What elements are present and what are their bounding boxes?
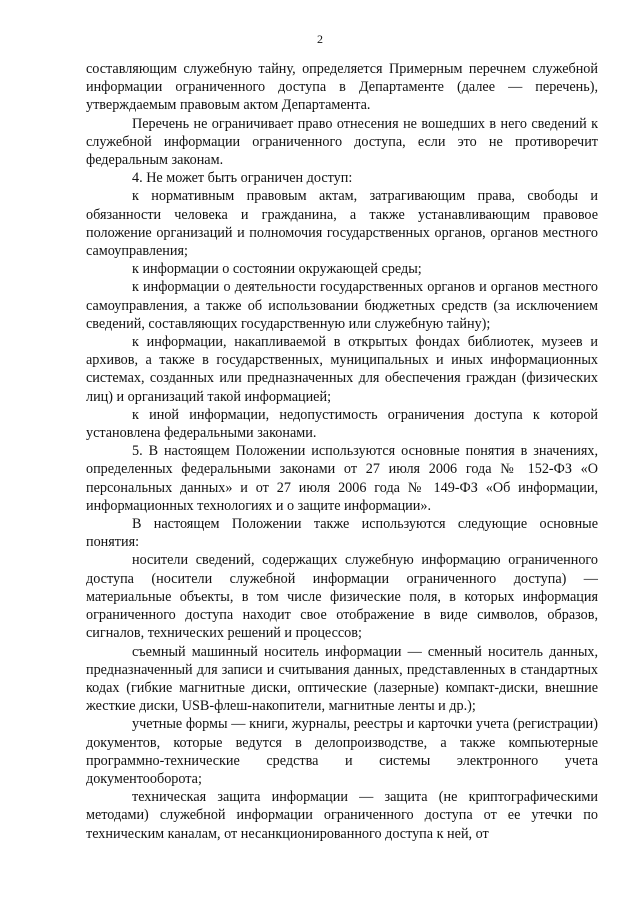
definition-item: носители сведений, содержащих служебную информацию ограниченного доступа (носители служебной информации ограниченного доступа) — материальные объекты, в том числе физические поля, в которых информация ограниченного доступа находит свое отображение в виде символов, образов, сигналов, технических решений и процессов; <box>86 552 598 642</box>
paragraph: В настоящем Положении также используются следующие основные понятия: <box>86 516 598 551</box>
definition-item: съемный машинный носитель информации — сменный носитель данных, предназначенный для записи и считывания данных, представленных в стандартных кодах (гибкие магнитные диски, оптические (лазерные) компакт-диски, внешние жесткие диски, USB-флеш-накопители, магнитные ленты и др.); <box>86 643 598 715</box>
document-body <box>86 60 598 843</box>
definition-item: учетные формы — книги, журналы, реестры и карточки учета (регистрации) документов, которые ведутся в делопроизводстве, а также компьютерные программно-технические средства и системы электронного учета документооборота; <box>86 716 598 787</box>
list-item: к информации о состоянии окружающей среды; <box>132 261 422 278</box>
section-heading-4: 4. Не может быть ограничен доступ: <box>132 170 353 187</box>
list-item: к иной информации, недопустимость ограничения доступа к которой установлена федеральными законами. <box>86 406 598 442</box>
section-paragraph-5: 5. В настоящем Положении используются основные понятия в значениях, определенных федеральными законами от 27 июля 2006 года № 152-ФЗ «О персональных данных» и от 27 июля 2006 года № 149-ФЗ «Об информации, информационных технологиях и о защите информации». <box>86 443 598 514</box>
definition-item: техническая защита информации — защита (не криптографическими методами) служебной информации ограниченного доступа от ее утечки по техническим каналам, от несанкционированного доступа к ней, от <box>86 789 598 842</box>
paragraph: Перечень не ограничивает право отнесения не вошедших в него сведений к служебной информации ограниченного доступа, если это не противоречит федеральным законам. <box>86 115 598 169</box>
list-item: к информации о деятельности государственных органов и органов местного самоуправления, а также об использовании бюджетных средств (за исключением сведений, составляющих государственную или служебную тайну); <box>86 279 598 332</box>
list-item: к информации, накапливаемой в открытых фондах библиотек, музеев и архивов, а также в государственных, муниципальных и иных информационных системах, созданных или предназначенных для обеспечения граждан (физических лиц) и организаций такой информацией; <box>86 334 598 405</box>
list-item: к нормативным правовым актам, затрагивающим права, свободы и обязанности человека и гражданина, а также устанавливающим правовое положение организаций и полномочия государственных органов, органов местного самоуправления; <box>86 188 598 260</box>
page-number: 2 <box>317 32 323 46</box>
paragraph-continuation: составляющим служебную тайну, определяется Примерным перечнем служебной информации ограниченного доступа в Департаменте (далее — перечень), утверждаемым правовым актом Департамента. <box>86 61 598 114</box>
